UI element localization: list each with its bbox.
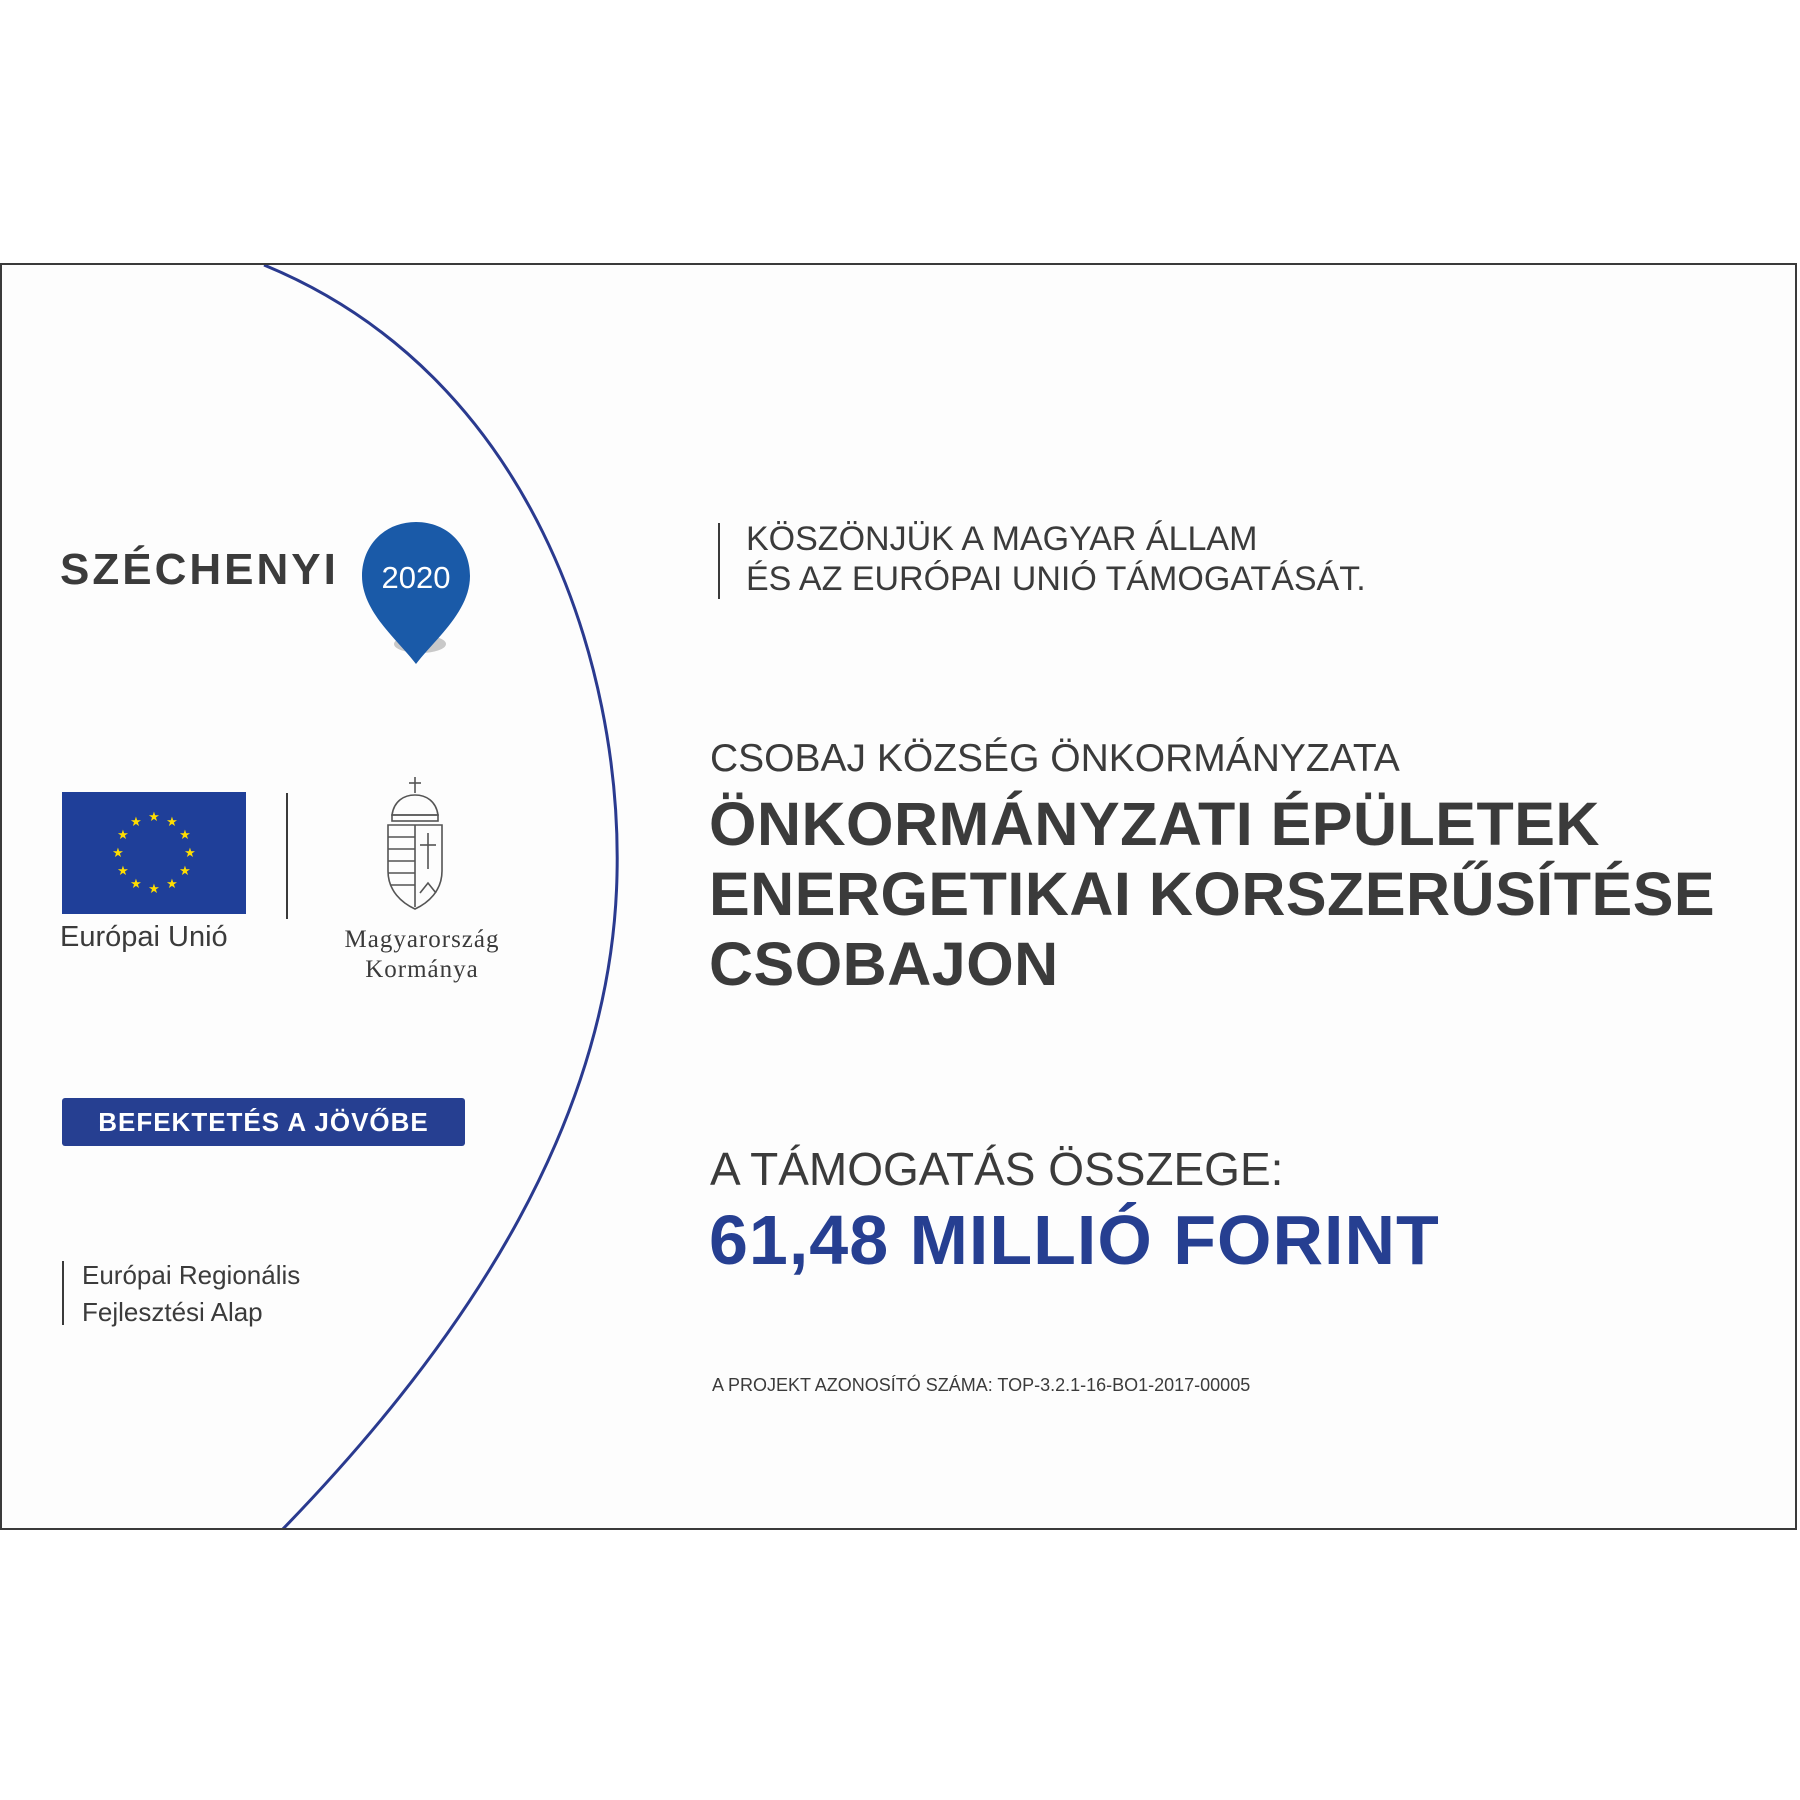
thanks-line1: KÖSZÖNJÜK A MAGYAR ÁLLAM [746,520,1258,558]
svg-text:★: ★ [130,877,142,892]
thanks-divider [718,523,720,599]
government-name-line1: Magyarország [344,926,500,953]
support-amount: 61,48 MILLIÓ FORINT [709,1201,1440,1279]
support-amount-label: A TÁMOGATÁS ÖSSZEGE: [710,1143,1284,1195]
svg-text:★: ★ [166,877,178,892]
svg-text:★: ★ [179,828,191,843]
beneficiary-name: CSOBAJ KÖZSÉG ÖNKORMÁNYZATA [710,737,1400,780]
project-title-line3: CSOBAJON [709,930,1059,998]
fund-divider [62,1261,64,1325]
fund-name-line2: Fejlesztési Alap [82,1297,263,1327]
project-title [709,789,1715,999]
project-title-line2: ENERGETIKAI KORSZERŰSÍTÉSE [709,860,1716,928]
thanks-text [746,519,1366,599]
svg-text:★: ★ [148,810,160,825]
eu-flag [62,792,246,914]
svg-text:★: ★ [166,815,178,830]
svg-text:★: ★ [130,815,142,830]
eu-label: Európai Unió [60,921,228,953]
fund-name-line1: Európai Regionális [82,1260,301,1290]
program-year: 2020 [381,560,451,595]
project-id: A PROJEKT AZONOSÍTÓ SZÁMA: TOP-3.2.1-16-BO1-2017-00005 [712,1375,1251,1395]
svg-text:★: ★ [112,846,124,861]
government-name-line2: Kormánya [365,956,479,983]
project-title-line1: ÖNKORMÁNYZATI ÉPÜLETEK [709,790,1600,858]
svg-text:★: ★ [184,846,196,861]
svg-text:★: ★ [148,882,160,897]
svg-text:★: ★ [117,828,129,843]
svg-text:★: ★ [179,864,191,879]
government-name [292,925,552,985]
fund-name [82,1257,300,1331]
investment-badge: BEFEKTETÉS A JÖVŐBE [62,1098,465,1146]
hungarian-coat-of-arms [380,775,450,920]
info-board [0,263,1797,1530]
szechenyi-wordmark: SZÉCHENYI [60,545,339,594]
logo-divider [286,793,288,919]
szechenyi-pin-logo [358,522,474,677]
thanks-line2: ÉS AZ EURÓPAI UNIÓ TÁMOGATÁSÁT. [746,560,1366,598]
svg-text:★: ★ [117,864,129,879]
